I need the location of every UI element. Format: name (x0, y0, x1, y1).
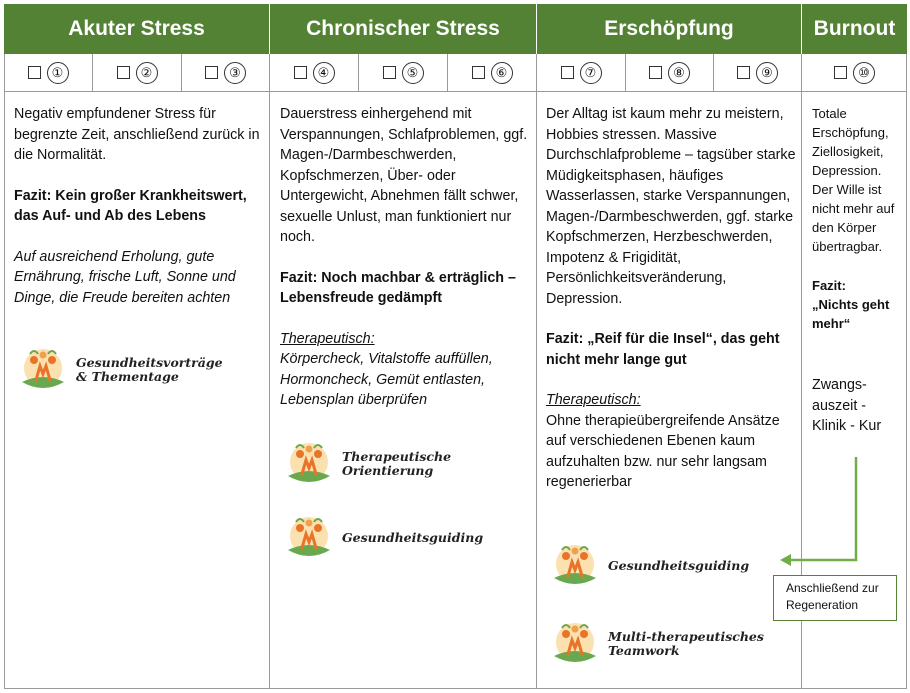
burnout-fazit-label: Fazit: (812, 278, 846, 293)
chronischer-stress-fazit: Fazit: Noch machbar & erträglich – Lebensfreude gedämpft (280, 269, 516, 306)
checkbox-8[interactable] (626, 54, 714, 92)
checkbox-number: ⑤ (402, 62, 424, 84)
checkbox-1[interactable] (4, 54, 93, 92)
checkbox-square-icon (117, 66, 130, 79)
erschoepfung-description: Der Alltag ist kaum mehr zu meistern, Hobbies stressen. Massive Durchschlafprobleme – tagsüber starke Müdigkeitsphasen, häufiges Wasserlassen, starke Verspannungen, Magen-/Darmbeschwerden, ggf. starke Kopfschmerzen, Herzbeschwerden, Impotenz & Frigidität, Persönlichkeitsveränderung, Depression. (546, 106, 796, 307)
erschoepfung-therapy: Ohne therapieübergreifende Ansätze auf verschiedenen Ebenen kaum aufzuhalten bzw. nur sehr langsam regenerierbar (546, 412, 780, 490)
checkbox-7[interactable] (537, 54, 626, 92)
checkbox-square-icon (28, 66, 41, 79)
checkbox-9[interactable] (714, 54, 802, 92)
logo-text: Gesundheitsguiding (608, 558, 750, 573)
checkbox-4[interactable] (270, 54, 359, 92)
logo-text-line2: & Thementage (76, 369, 179, 384)
checkbox-square-icon (383, 66, 396, 79)
logo-gesundheitsvortraege (16, 344, 223, 396)
checkbox-square-icon (472, 66, 485, 79)
chronischer-stress-content (280, 104, 532, 431)
chronischer-stress-description: Dauerstress einhergehend mit Verspannungen, Schlafproblemen, ggf. Magen-/Darmbeschwerden, Kopfschmerzen, Über- oder Untergewicht, Abnehmen fällt schwer, sexuelle Unlust, man funktioniert nur noch. (280, 106, 528, 245)
logo-tree-icon (548, 540, 604, 592)
checkbox-square-icon (649, 66, 662, 79)
checkbox-6[interactable] (448, 54, 537, 92)
logo-tree-icon (282, 438, 338, 490)
logo-gesundheitsguiding (548, 540, 749, 592)
burnout-fazit: „Nichts geht mehr“ (812, 297, 890, 331)
checkbox-2[interactable] (93, 54, 182, 92)
checkbox-number: ① (47, 62, 69, 84)
logo-text-line1: Multi-therapeutisches (608, 629, 764, 644)
checkbox-square-icon (561, 66, 574, 79)
logo-gesundheitsguiding (282, 512, 483, 564)
checkbox-number: ⑥ (491, 62, 513, 84)
checkbox-number: ⑨ (756, 62, 778, 84)
logo-tree-icon (282, 512, 338, 564)
checkbox-number: ⑦ (580, 62, 602, 84)
erschoepfung-content (546, 104, 798, 513)
checkbox-number: ③ (224, 62, 246, 84)
logo-text-line2: Teamwork (608, 643, 680, 658)
logo-text-line2: Orientierung (342, 463, 434, 478)
logo-tree-icon (548, 618, 604, 670)
logo-multi-therapeutisches-teamwork (548, 618, 764, 670)
header-burnout: Burnout (802, 4, 907, 54)
logo-therapeutische-orientierung (282, 438, 451, 490)
logo-text: Gesundheitsguiding (342, 530, 484, 545)
erschoepfung-fazit: Fazit: „Reif für die Insel“, das geht nicht mehr lange gut (546, 331, 780, 368)
checkbox-10[interactable] (802, 54, 907, 92)
akuter-stress-advice: Auf ausreichend Erholung, gute Ernährung, frische Luft, Sonne und Dinge, die Freude bereiten achten (14, 248, 236, 306)
logo-text-line1: Therapeutische (342, 449, 452, 464)
burnout-description: Totale Erschöpfung, Ziellosigkeit, Depression. Der Wille ist nicht mehr auf den Körper übertragbar. (812, 106, 895, 254)
arrow-back-icon (776, 455, 866, 575)
checkbox-number: ② (136, 62, 158, 84)
regeneration-note: Anschließend zur Regeneration (773, 575, 897, 621)
burnout-result: Zwangs-auszeit - Klinik - Kur (812, 377, 882, 434)
checkbox-number: ④ (313, 62, 335, 84)
akuter-stress-fazit: Fazit: Kein großer Krankheitswert, das Auf- und Ab des Lebens (14, 187, 247, 224)
checkbox-5[interactable] (359, 54, 448, 92)
checkbox-square-icon (294, 66, 307, 79)
logo-tree-icon (16, 344, 72, 396)
chronischer-stress-therapy-label: Therapeutisch: (280, 330, 375, 347)
checkbox-3[interactable] (182, 54, 270, 92)
checkbox-number: ⑩ (853, 62, 875, 84)
checkbox-number: ⑧ (668, 62, 690, 84)
header-chronischer-stress: Chronischer Stress (270, 4, 537, 54)
checkbox-square-icon (834, 66, 847, 79)
burnout-content (812, 104, 898, 353)
logo-text-line1: Gesundheitsvorträge (76, 355, 223, 370)
checkbox-square-icon (737, 66, 750, 79)
akuter-stress-description: Negativ empfundener Stress für begrenzte Zeit, anschließend zurück in die Normalität. (14, 106, 260, 163)
header-akuter-stress: Akuter Stress (4, 4, 270, 54)
chronischer-stress-therapy: Körpercheck, Vitalstoffe auffüllen, Hormoncheck, Gemüt entlasten, Lebensplan überprüfen (280, 351, 493, 408)
akuter-stress-content (14, 104, 266, 328)
erschoepfung-therapy-label: Therapeutisch: (546, 392, 641, 408)
header-erschoepfung: Erschöpfung (537, 4, 802, 54)
checkbox-square-icon (205, 66, 218, 79)
